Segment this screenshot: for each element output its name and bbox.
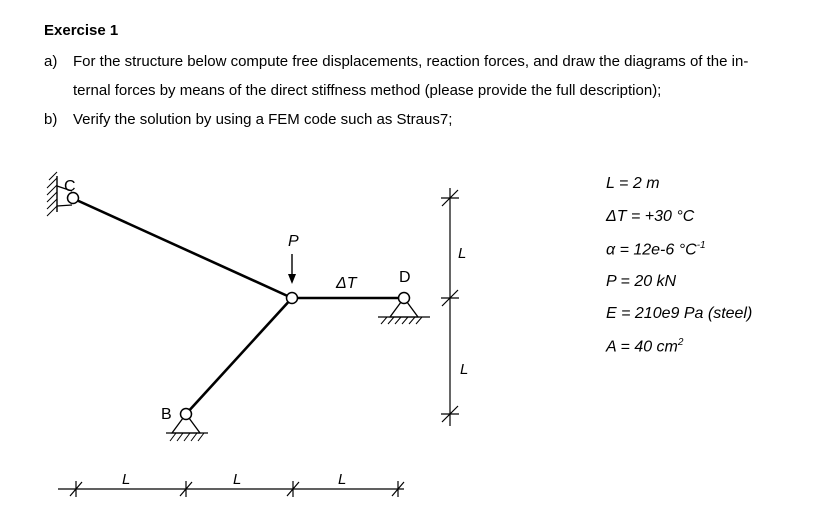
param-area-value: = 40 cm [616, 338, 678, 356]
item-a-line2: ternal forces by means of the direct stiffness method (please provide the full description); [73, 82, 662, 99]
label-p: P [288, 233, 299, 250]
item-b-label: b) [44, 111, 58, 128]
load-arrow-head [288, 274, 296, 284]
param-area-sup: 2 [677, 337, 684, 348]
param-delta-t-value: = +30 °C [626, 208, 695, 225]
item-a-line1: For the structure below compute free displacements, reaction forces, and draw the diagrams of the in- [73, 53, 749, 70]
param-area [606, 337, 683, 356]
label-c: C [64, 178, 76, 195]
label-delta-t: ΔT [336, 275, 357, 292]
param-alpha-sym: α [606, 241, 616, 259]
param-alpha-value: = 12e-6 °C [615, 241, 697, 259]
param-modulus [606, 305, 752, 323]
exercise-title: Exercise 1 [44, 22, 119, 39]
param-length [606, 175, 660, 193]
param-modulus-value: = 210e9 Pa (steel) [616, 305, 753, 322]
param-length-sym: L [606, 175, 615, 192]
hinge-b [181, 409, 192, 420]
param-modulus-sym: E [606, 305, 617, 322]
param-load [606, 273, 676, 291]
param-load-value: = 20 kN [616, 273, 677, 290]
label-d: D [399, 269, 411, 286]
member-c-node [72, 198, 292, 298]
param-area-sym: A [606, 338, 617, 356]
dim-label-horizontal-1: L [122, 471, 131, 488]
item-a-label: a) [44, 53, 58, 70]
dim-label-vertical-2: L [460, 361, 469, 378]
param-length-value: = 2 m [614, 175, 660, 192]
param-alpha-sup: -1 [696, 240, 706, 251]
vertical-dimension [441, 188, 459, 426]
dim-label-horizontal-3: L [338, 471, 347, 488]
param-load-sym: P [606, 273, 617, 290]
item-b-line1: Verify the solution by using a FEM code such as Straus7; [73, 111, 453, 128]
member-node-b [186, 298, 292, 414]
label-b: B [161, 406, 172, 423]
dim-label-horizontal-2: L [233, 471, 242, 488]
dim-label-vertical-1: L [458, 245, 467, 262]
horizontal-dimension [58, 481, 404, 497]
param-delta-t [606, 208, 694, 226]
hinge-d [399, 293, 410, 304]
param-delta-t-sym: ΔT [606, 208, 627, 225]
param-alpha [606, 240, 706, 259]
node-central [287, 293, 298, 304]
